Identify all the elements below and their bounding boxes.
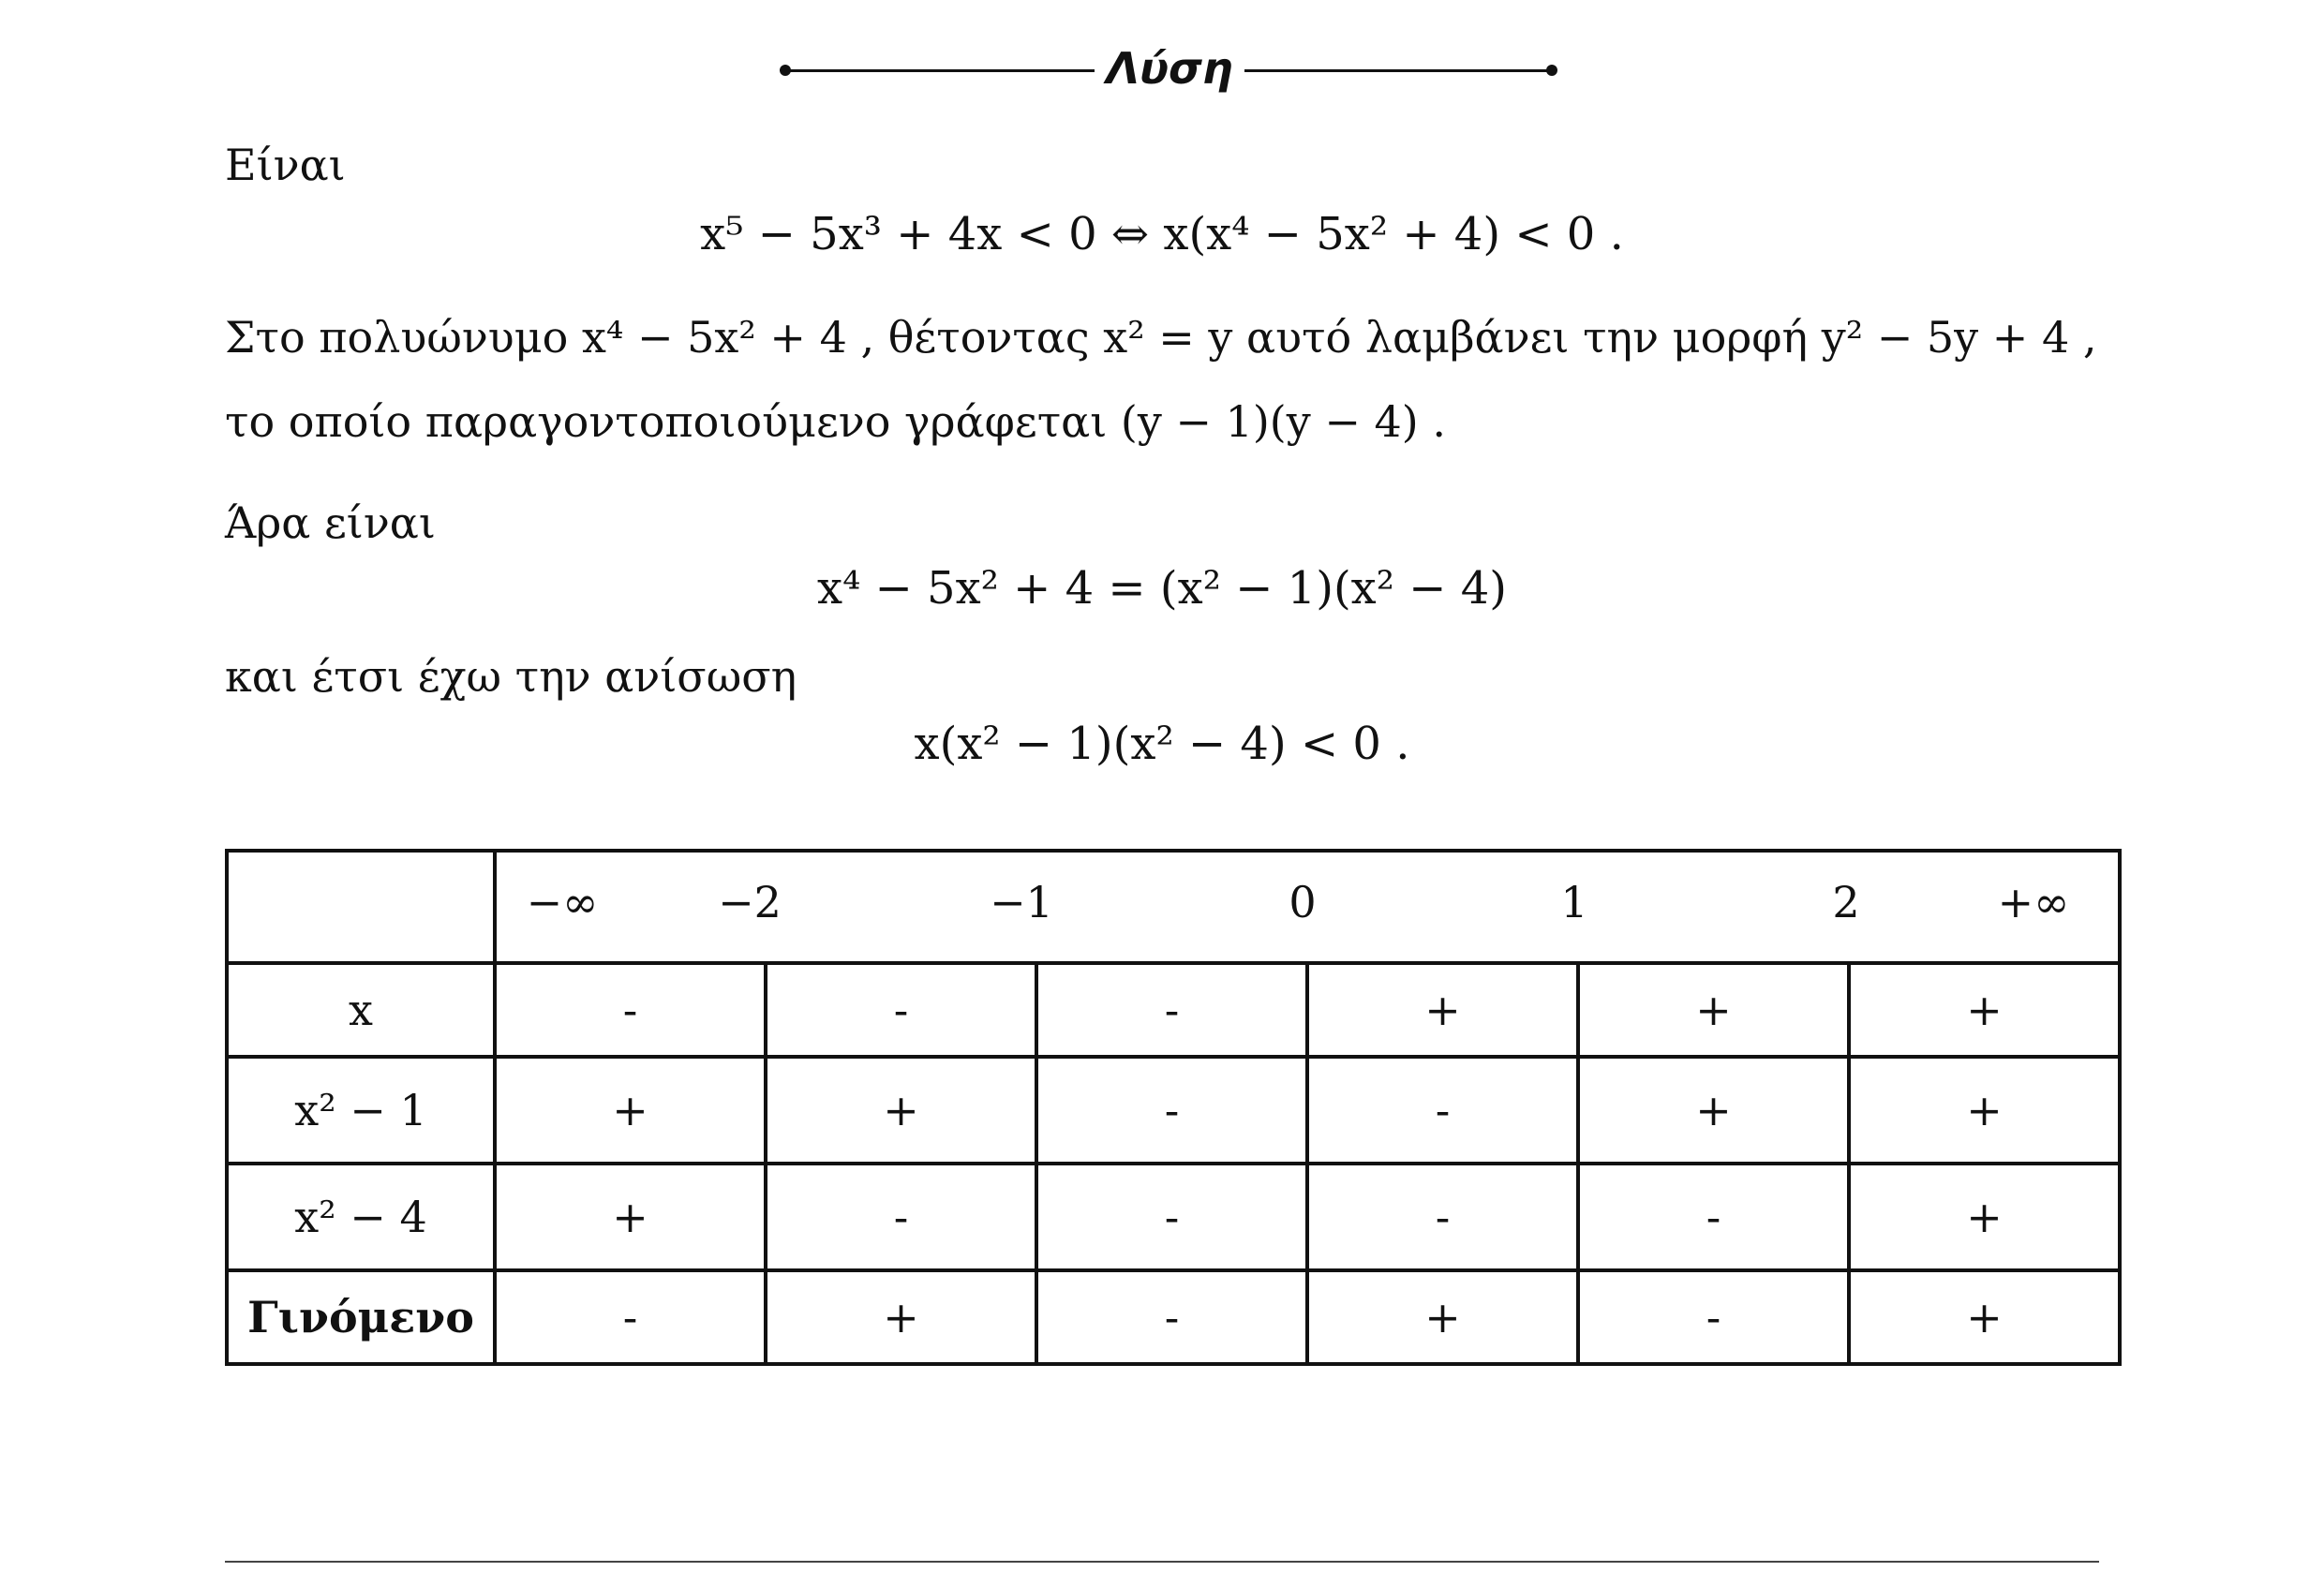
p3-end: .: [1418, 396, 1446, 447]
equation-3-text: x(x² − 1)(x² − 4) < 0 .: [914, 718, 1410, 770]
axis-point: −∞: [526, 877, 599, 927]
sign-cell: +: [766, 1057, 1036, 1164]
sign-cell: -: [495, 1270, 766, 1364]
paragraph-intro: Είναι: [225, 140, 346, 190]
sign-cell: +: [1307, 963, 1578, 1057]
sign-row-x: [227, 963, 2120, 1057]
sign-table-header-row: [227, 851, 2120, 963]
sign-cell: -: [1578, 1270, 1849, 1364]
equation-2: [0, 558, 2324, 618]
sign-table: [225, 849, 2122, 1366]
p2-end: ,: [2069, 312, 2097, 363]
p2-poly: x⁴ − 5x² + 4: [581, 312, 847, 363]
sign-cell: +: [1849, 1057, 2120, 1164]
p3-fact: (y − 1)(y − 4): [1120, 396, 1419, 447]
p2-before: Στο πολυώνυμο: [225, 312, 582, 363]
sign-cell: -: [495, 963, 766, 1057]
paragraph-therefore: Άρα είναι: [225, 497, 436, 548]
sign-cell: +: [495, 1057, 766, 1164]
p2-form: y² − 5y + 4: [1821, 312, 2070, 363]
equation-2-text: x⁴ − 5x² + 4 = (x² − 1)(x² − 4): [817, 562, 1507, 615]
equation-1: [0, 204, 2324, 264]
header-left-rule: [785, 69, 1095, 72]
sign-cell: +: [766, 1270, 1036, 1364]
sign-row-x2-minus-4: [227, 1164, 2120, 1270]
sign-cell: -: [1036, 963, 1307, 1057]
sign-cell: -: [1578, 1164, 1849, 1270]
sign-cell: -: [1036, 1270, 1307, 1364]
row-label-product: Γινόμενο: [227, 1270, 495, 1364]
paragraph-factorization: [225, 393, 1446, 450]
row-label: x: [227, 963, 495, 1057]
sign-cell: -: [1036, 1164, 1307, 1270]
sign-row-product: [227, 1270, 2120, 1364]
sign-cell: -: [1036, 1057, 1307, 1164]
sign-table-axis: [495, 851, 2120, 963]
axis-point: 0: [1289, 877, 1317, 927]
sign-cell: +: [1307, 1270, 1578, 1364]
sign-cell: +: [1849, 1164, 2120, 1270]
sign-cell: -: [1307, 1164, 1578, 1270]
axis-point: −1: [990, 877, 1053, 927]
paragraph-substitution: [225, 309, 2096, 365]
p3-before: το οποίο παραγοντοποιούμενο γράφεται: [225, 396, 1121, 447]
sign-cell: +: [1849, 963, 2120, 1057]
sign-cell: +: [1849, 1270, 2120, 1364]
sign-row-x2-minus-1: [227, 1057, 2120, 1164]
equation-3: [0, 714, 2324, 774]
row-label: x² − 4: [227, 1164, 495, 1270]
axis-point: +∞: [1997, 877, 2070, 927]
equation-1-text: x⁵ − 5x³ + 4x < 0 ⇔ x(x⁴ − 5x² + 4) < 0 .: [700, 208, 1624, 260]
sign-cell: -: [1307, 1057, 1578, 1164]
sign-cell: +: [495, 1164, 766, 1270]
sign-cell: +: [1578, 963, 1849, 1057]
sign-cell: +: [1578, 1057, 1849, 1164]
footer-rule: [225, 1561, 2099, 1563]
solution-header: [0, 36, 2324, 111]
axis-point: −2: [718, 877, 782, 927]
sign-cell: -: [766, 963, 1036, 1057]
p2-mid: , θέτοντας: [846, 312, 1104, 363]
header-title: Λύση: [1106, 43, 1233, 94]
header-right-rule: [1244, 69, 1554, 72]
p2-subst: x² = y: [1103, 312, 1233, 363]
axis-point: 1: [1560, 877, 1588, 927]
header-right-dot: [1546, 65, 1557, 76]
p2-mid2: αυτό λαμβάνει την μορφή: [1232, 312, 1822, 363]
row-label: x² − 1: [227, 1057, 495, 1164]
sign-table-corner: [227, 851, 495, 963]
sign-cell: -: [766, 1164, 1036, 1270]
paragraph-inequality: και έτσι έχω την ανίσωση: [225, 651, 797, 702]
axis-point: 2: [1832, 877, 1860, 927]
